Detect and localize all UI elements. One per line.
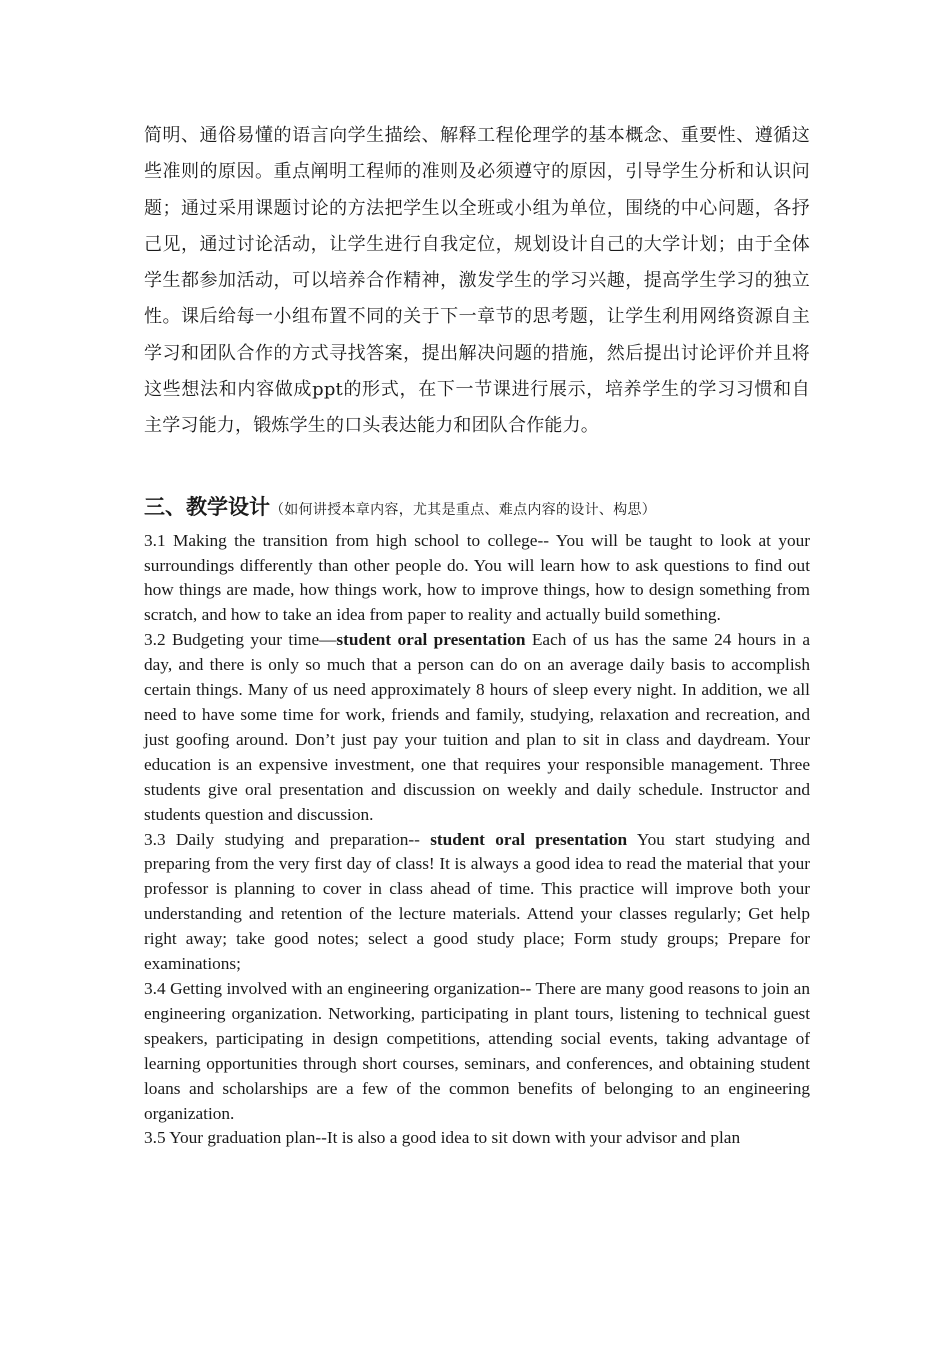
list-item [144, 977, 810, 1126]
item-text: 3.5 Your graduation plan--It is also a good idea to sit down with your advisor and plan [144, 1128, 741, 1148]
intro-paragraph: 简明、通俗易懂的语言向学生描绘、解释工程伦理学的基本概念、重要性、遵循这些准则的原因。重点阐明工程师的准则及必须遵守的原因，引导学生分析和认识问题；通过采用课题讨论的方法把学生以全班或小组为单位，围绕的中心问题，各抒己见，通过讨论活动，让学生进行自我定位，规划设计自己的大学计划；由于全体学生都参加活动，可以培养合作精神，激发学生的学习兴趣，提高学生学习的独立性。课后给每一小组布置不同的关于下一章节的思考题，让学生利用网络资源自主学习和团队合作的方式寻找答案，提出解决问题的措施，然后提出讨论评价并且将这些想法和内容做成ppt的形式，在下一节课进行展示，培养学生的学习习惯和自主学习能力，锻炼学生的口头表达能力和团队合作能力。 [144, 125, 810, 437]
list-item [144, 628, 810, 827]
item-text-rest: Each of us has the same 24 hours in a day, and there is only so much that a person can do on an average daily basis to accomplish certain things. Many of us need approximately 8 hours of sleep every night. In addition, we all need to have some time for work, friends and family, studying, relaxation and recreation, and just goofing around. Don’t just pay your tuition and plan to sit in class and daydream. Your education is an expensive investment, one that requires your responsible management. Three students give oral presentation and discussion on weekly and daily schedule. Instructor and students question and discussion. [144, 630, 810, 824]
item-text: 3.3 Daily studying and preparation-- [144, 829, 431, 849]
item-emphasis: student oral presentation [430, 829, 628, 849]
list-item [144, 828, 810, 977]
item-text: 3.2 Budgeting your time— [144, 630, 337, 650]
item-emphasis: student oral presentation [336, 630, 526, 650]
list-item [144, 529, 810, 629]
document-page [144, 118, 810, 1151]
section-note: （如何讲授本章内容，尤其是重点、难点内容的设计、构思） [270, 501, 657, 518]
item-text-rest: You start studying and preparing from the very first day of class! It is always a good idea to read the material that your professor is planning to cover in class ahead of time. This practice will improve both your understanding and retention of the lecture materials. Attend your classes regularly; Get help right away; take good notes; select a good study place; Form study groups; Prepare for examinations; [144, 829, 810, 974]
teaching-design-list [144, 529, 810, 1152]
list-item [144, 1126, 810, 1151]
section-title: 三、教学设计 [144, 494, 270, 519]
item-text: 3.1 Making the transition from high school to college-- You will be taught to look at your surroundings differently than other people do. You will learn how to ask questions to find out how things are made, how things work, how to improve things, how to design something from scratch, and how to take an idea from paper to reality and actually build something. [144, 530, 810, 625]
section-heading [144, 489, 810, 525]
item-text: 3.4 Getting involved with an engineering organization-- There are many good reasons to join an engineering organization. Networking, participating in plant tours, listening to technical guest speakers, participating in design competitions, attending social events, taking advantage of learning opportunities through short courses, seminars, and conferences, and obtaining student loans and scholarships are a few of the common benefits of belonging to an engineering organization. [144, 978, 810, 1123]
